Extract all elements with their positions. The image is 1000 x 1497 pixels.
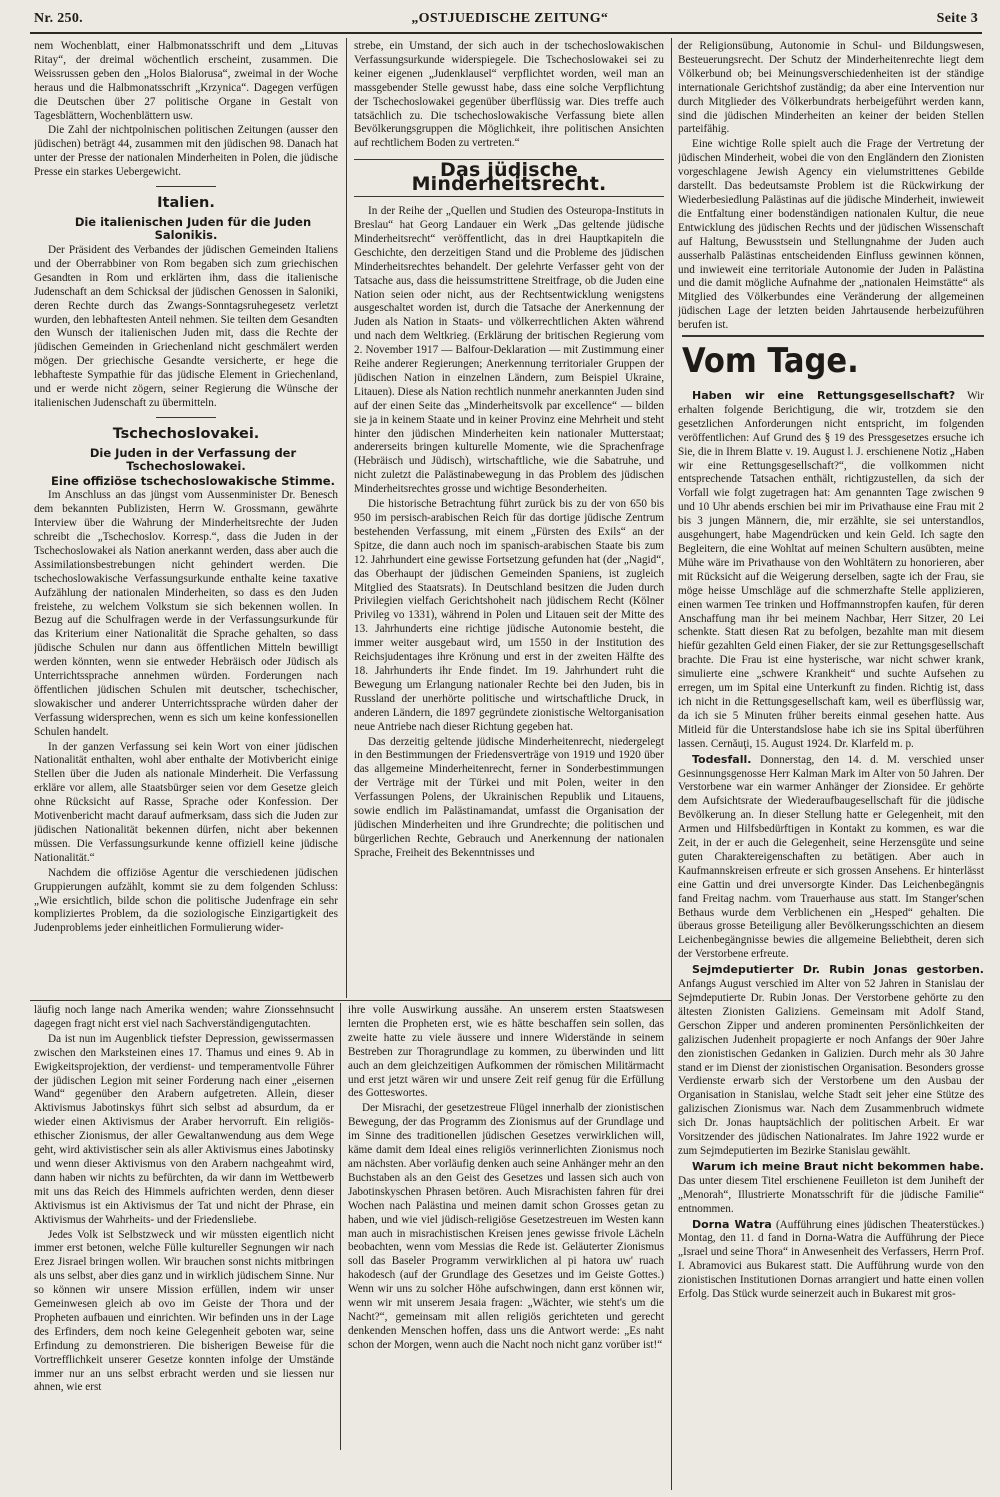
section-title-italien: Italien. <box>157 195 215 212</box>
paragraph: Eine wichtige Rolle spielt auch die Frage der Vertretung der jüdischen Minderheit, wobei die von den Engländern den Zionisten vorgeschlagene Jewish Agency ein vielumstrittenes Gebilde darstellt. Das bedeutsamste Problem ist die Rückwirkung der Wiederbesiedlung Palästinas auf die jüdische Minderheit, inwieweit die Entfaltung einer bodenständigen nationalen Kultur, die neue Entwicklung des jüdischen Rechts und der jüdischen Wissenschaft auf Haltung, Bewusstsein und Stellungnahme der Juden auch ausserhalb Palästinas entscheidenden Einfluss gewinnen können, und inwieweit eine territoriale Autonomie der Juden in Palästina und die damit mögliche Aufnahme der „nationalen Heimstätte“ als Mitglied des Völkerbundes eine Veränderung der allgemeinen jüdischen Lage der letzten beiden Jahrtausende herbeizuführen berufen ist. <box>678 138 984 332</box>
item-text: Das unter diesem Titel erschienene Feuilleton ist dem Juniheft der „Menorah“, Illustrierte Monatsschrift für die jüdische Familie“ entnommen. <box>678 1174 984 1215</box>
column-3 <box>678 40 984 1450</box>
news-item <box>678 1218 984 1302</box>
paragraph: Der Präsident des Verbandes der jüdischen Gemeinden Italiens und der Oberrabbiner von Rom begaben sich zum griechischen Gesandten in Rom und erklärten ihm, dass die italienische Judenschaft an dem Schicksal der jüdischen Genossen in Saloniki, deren Rechte durch das Zwangs-Sonntagsruhegesetz verletzt wurden, den lebhaftesten Anteil nehmen. Sie teilten dem Gesandten den Wunsch der italienischen Juden mit, dass die Rechte der jüdischen Gemeinden in Griechenland nicht geschmälert werden mögen. Der griechische Gesandte versicherte, er hege die lebhafteste Sympathie für das jüdische Element in Griechenland, und er werde nicht zögern, seiner Regierung die Wünsche der italienischen Judenschaft zu übermitteln. <box>34 243 338 409</box>
paragraph: Der Misrachi, der gesetzestreue Flügel innerhalb der zionistischen Bewegung, der das Programm des Zionismus auf der Grundlage und im Sinne des traditionellen jüdischen Gesetzes verwirklichen will, käme damit dem Ideal eines religiös verinnerlichten Zionismus noch am nächsten. Aber vorläufig denken auch seine Anhänger mehr an den Buchstaben als an den Geist des Gesetzes und lassen sich auch von Jabotinskyschen Phrasen betören. Auch Misrachisten fahren für drei Wochen nach Palästina und meinen damit schon Grosses getan zu haben, und wie viel jüdisch-religiöse Gesetzestreuen im Westen kann man auch in misrachistischen Kreisen jenes gewisse frivole Lächeln beobachten, wenn vom Messias die Rede ist. Geläuterter Zionismus soll das Baseler Programm verwirklichen al pi hatora uw' ruach hakodesch (auf der Grundlage des Gesetzes und im Geiste Gottes.) Wenn wir uns zu solcher Höhe aufschwingen, dann erst können wir, wenn wir mit unserem Jesaia fragen: „Wächter, wie steht's um die Nacht?“, gemeinsam mit allen religiös gerichteten und gerecht denkenden Menschen hoffen, dass uns die Antwort werde: „Es naht schon der Morgen, wenn auch die Nacht noch nicht ganz vorüber ist!“ <box>348 1102 664 1351</box>
paragraph: In der ganzen Verfassung sei kein Wort von einer jüdischen Nationalität enthalten, wohl aber enthalte der Motivbericht einige Stellen über die Juden als nationale Minderheit. Die Verfassung erkläre vor allem, alle Staatsbürger seien vor dem Gesetze gleich ohne Rücksicht auf Rasse, Sprache oder Konfession. Der Motivenbericht macht darauf aufmerksam, dass sich die Juden zur jüdischen Nationalität bekennen dürfen, nicht aber bekennen müssen. Die Verfassungsurkunde kenne offiziell keine jüdische Nationalität.“ <box>34 740 338 864</box>
paragraph: Nachdem die offiziöse Agentur die verschiedenen jüdischen Gruppierungen aufzählt, kommt sie zu dem folgenden Schluss: „Wie ersichtlich, bilde schon die politische Judenfrage ein sehr kompliziertes Problem, da die soziologische Einzigartigkeit des Judenproblems jeder einheitlichen Formulierung wider- <box>34 866 338 935</box>
section-title-vom-tage: Vom Tage. <box>682 335 984 381</box>
item-title: Warum ich meine Braut nicht bekommen habe. <box>692 1159 984 1173</box>
paragraph: nem Wochenblatt, einer Halbmonatsschrift und dem „Lituvas Ritay“, der dreimal wöchentlich erscheint, zusammen. Die Weissrussen geben den „Holos Bialorusa“, zweimal in der Woche heraus und die Halbmonatsschrift „Krzynica“. Dagegen verfügen die Deutschen über 27 politische Organe in Gestalt von Tagesblättern, Wochenblättern usw. <box>34 40 338 122</box>
item-title: Sejmdeputierter Dr. Rubin Jonas gestorben. <box>692 963 984 977</box>
section-title-tschechoslovakei: Tschechoslovakei. <box>112 425 260 442</box>
page-number: Nr. 250. <box>34 11 83 26</box>
paragraph: Das derzeitig geltende jüdische Minderheitenrecht, niedergelegt in den Bestimmungen der Friedensverträge von 1919 und 1920 über das allgemeine Minderheitenrecht, ferner in Sonderbestimmungen der Verträge mit der Türkei und mit Polen, weiter in den Verfassungen Polens, der Ukrainischen Republik und Litauens, sowie endlich im Palästinamandat, umfasst die Organisation der jüdischen Minderheiten und ihre Grundrechte; die politischen und bürgerlichen Rechte, Gebrauch und Anerkennung der nationalen Sprache, Freiheit des Bekenntnisses und <box>354 735 664 859</box>
item-text: Wir erhalten folgende Berichtigung, die wir, trotzdem sie den gesetzlichen Anforderungen nicht entspricht, im folgenden veröffentlichen: Auf Grund des § 19 des Pressgesetzes ersuche ich Sie, die in Ihrem Blatte v. 19. August l. J. erschienene Notiz „Haben wir eine Rettungsgesellschaft?“, die vollkommen nicht entsprechende Tatsachen enthält, richtigzustellen, da sich der Vorfall wie folgt zugetragen hat: Am genannten Tage zwischen 9 und 10 Uhr abends erschien bei mir im Privathause eine Frau mit 2 bis 3 jungen Männern, die, mir erzählte, sie sei unterstandlos, ausgehungert, habe Magendrücken und kein Geld. Ich sagte den Begleitern, die eine Wohltat auf meinen Schultern ausübten, meine Mühe wäre im Privathause von den Wohltätern zu honorieren, aber mit Rücksicht auf die Weigerung derselben, sagte ich der Frau, sie möge heisse Umschläge auf die schmerzhafte Stelle applizieren, einen warmen Tee trinken und Hoffmannstropfen kaufen, für deren Anschaffung man ihr bei meinem Nachbar, Herr Sitzer, 20 Lei schenkte. Statt diesen Rat zu befolgen, bezahlte man mit diesem hiefür gezahlten Geld einen Fiaker, der sie zur Rettungsgesellschaft brachte. Die Frau ist eine hysterische, war nicht schwer krank, simulierte eine „schwere Krankheit“ und suchte Aufsehen zu erregen, um im Spital eine Unterkunft zu finden. Richtig ist, dass ich nicht in die Rettungsgesellschaft kam, weil es überflüssig war, da ich sie 5 Minuten früher bereits einmal gesehen hatte. Aus Mitleid für die Unterstandslose habe ich sie ins Spital überführen lassen. Cernăuţi, 15. August 1924. Dr. Klarfeld m. p. <box>678 390 984 750</box>
item-text: (Aufführung eines jüdischen Theaterstückes.) Montag, den 11. d fand in Dorna-Watra die Aufführung der Piece „Israel und seine Thora“ in Anwesenheit des Verfassers, Herrn Prof. I. Abramovici aus Bukarest statt. Die Aufführung wurde von den zionistischen Institutionen Dornas arrangiert und hatte einen vollen Erfolg. Das Stück wurde seinerzeit auch in Bukarest mit gros- <box>678 1218 984 1301</box>
paragraph: Da ist nun im Augenblick tiefster Depression, gewissermassen zwischen den Marksteinen eines 17. Thamus und eines 9. Ab in Ewigkeitsprojektion, der verdienst- und temperamentvolle Führer der jüdischen Legion mit seiner Forderung nach einer „eisernen Wand“ gegenüber den Arabern aufgetreten. Allein, dieser Aktivismus Jabotinskys führt sich selbst ad absurdum, da er wieder einen Aktivismus der Araber hervorruft. Ein religiös-ethischer Zionismus, der aller Gewaltanwendung aus dem Wege geht, wird aktivistischer sein als aller Aktivismus eines Jabotinsky und wenn dieser Aktivismus von den Arabern nachgeahmt wird, dann haben wir nichts zu befürchten, da wir dann im Wettbewerb mit uns das Reich des Himmels aufrichten werden, denn dieser Aktivismus ist ein Aktivismus der Tat und nicht der Phrase, ein Aktivismus der Wahrheits- und der Friedensliebe. <box>34 1032 334 1226</box>
column-divider-2 <box>671 38 672 1490</box>
running-head <box>34 8 978 30</box>
subheading: Die italienischen Juden für die Juden Salonikis. <box>74 214 312 243</box>
paragraph: ihre volle Auswirkung aussähe. An unserem ersten Staatswesen lernten die Propheten erst, wie es hätte beschaffen sein sollen, das zweite hatte zu viele äussere und innere Widerstände in seinem Bestreben zur Thoragrundlage zu kommen, zu überwinden und litt auch an dem gleichzeitigen Aufkommen der römischen Militärmacht und erst jetzt wären wir und unsere Zeit reif genug für die Erfüllung des Gotteswortes. <box>348 1004 664 1100</box>
item-text: Donnerstag, den 14. d. M. verschied unser Gesinnungsgenosse Herr Kalman Mark im Alter von 50 Jahren. Der Verstorbene war ein warmer Anhänger der Zionsidee. Er gehörte dem Aufsichtsrate der Wiederaufbaugesellschaft für die jüdische Bevölkerung an. In dieser Stellung hatte er Gelegenheit, mit den Armen und Hilfsbedürftigen in Kontakt zu kommen, es war die Zeit, in der er auch die Gelegenheit, seine Herzensgüte und seine guten Charaktereigenschaften zu betätigen. Aber auch in Kaufmannskreisen erfreute er sich grossen Ansehens. Er hinterlässt eine Gattin und drei unversorgte Kinder. Das Leichenbegängnis fand Freitag nachm. vom Trauerhause aus statt. Im Stanger'schen Bethaus wurde dem Verblichenen ein „Hesped“ gehalten. Die überaus grosse Beteiligung aller Bevölkerungsschichten an diesem Leichenbegängnisse bewies die allgemeine Beliebtheit, deren sich der Verstorbene erfreute. <box>678 753 984 961</box>
section-rule <box>156 186 216 187</box>
article-title-minderheitsrecht: Das jüdische Minderheitsrecht. <box>354 159 664 197</box>
paragraph: läufig noch lange nach Amerika wenden; wahre Zionssehnsucht dagegen fragt nicht erst viel nach Sachverständigengutachten. <box>34 1004 334 1030</box>
lower-column-1 <box>34 1004 334 1450</box>
section-rule <box>156 417 216 418</box>
item-title: Todesfall. <box>692 752 752 766</box>
news-item <box>678 963 984 1159</box>
column-2 <box>354 40 664 998</box>
news-item <box>678 753 984 963</box>
news-item <box>678 389 984 752</box>
paragraph: Im Anschluss an das jüngst vom Aussenminister Dr. Benesch dem bekannten Publizisten, Herrn W. Grossmann, gewährte Interview über die Wahrung der Minderheitsrechte der Juden schreibt die „Tschechoslov. Korresp.“, dass die Juden in der Tschechoslowakei als Nation anerkannt werden, dass aber auch die Assimilationsbestrebungen nicht gehindert werden. Die tschechoslowakische Verfassungsurkunde enthalte keine taxative Aufzählung der nationalen Minderheiten, so dass es den Juden freistehe, zu welchem Volkstum sie sich bekennen wollen. In Bezug auf die Schulfragen werde in der Verfassungsurkunde für das Kriterium einer Nationalität die Sprache gehalten, so dass jüdische Schulen nur dann aus öffentlichen Mitteln bewilligt werden könnten, wenn sie entweder Hebräisch oder Jüdisch als Unterrichtssprache annehmen würden. Forderungen nach öffentlichen jüdischen Schulen mit deutscher, tschechischer, slowakischer und anderer Unterrichtssprache würden daher der Verfassung widersprechen, wenn es sich um keine konfessionellen Schulen handelt. <box>34 489 338 738</box>
paragraph: Jedes Volk ist Selbstzweck und wir müssten eigentlich nicht immer erst betonen, welche Fülle kultureller Segnungen wir nach Erez Jisrael bringen wollen. Wir brauchen sonst nichts mitbringen als uns selbst, aber dies ganz und in wirklich jüdischem Sinne. Nur so können wir unsere Mission erfüllen, indem wir unser Gemeinwesen gleich ab ovo im Geiste der Thora und der Propheten aufbauen und einrichten. Wir befinden uns in der Lage des Erfinders, dem noch keine Gelegenheit geboten war, seine Erfindung zu demonstrieren. Die bisherigen Beweise für die Vortrefflichkeit unserer Gesetze konnten infolge der Umstände immer nur an uns selbst erbracht werden und sie liessen nur ahnen, wie erst <box>34 1228 334 1394</box>
news-item <box>678 1160 984 1217</box>
paragraph: der Religionsübung, Autonomie in Schul- und Bildungswesen, Besteuerungsrecht. Der Schutz der Minderheitenrechte liegt dem Völkerbund ob; bei Meinungsverschiedenheiten ist der ständige internationale Gerichtshof zuständig; da aber eine Intervention nur durch Mitglieder des Völkerbundrats herbeigeführt werden kann, sind die jüdischen Minderheiten an keiner der beiden Stellen parteifähig. <box>678 40 984 136</box>
subheading: Die Juden in der Verfassung der Tschechoslowakei. <box>89 445 297 474</box>
lower-column-2 <box>348 1004 664 1450</box>
column-divider-1 <box>346 38 347 998</box>
column-1 <box>34 40 338 998</box>
page-label: Seite 3 <box>936 11 978 26</box>
newspaper-title: „OSTJUEDISCHE ZEITUNG“ <box>411 11 609 26</box>
paragraph: Die historische Betrachtung führt zurück bis zu der von 650 bis 950 im persisch-arabischen Reich für das dortige jüdische Zentrum bestehenden Verfassung, mit einem „Fürsten des Exils“ an der Spitze, die dann auch noch im spanisch-arabischen Staate bis zum 12. Jahrhundert eine gewisse Fortsetzung gefunden hat (der „Nagid“, das Oberhaupt der jüdischen Gemeinden Spaniens, ist zugleich Mitglied des Staatsrats). In Deutschland besitzen die Juden durch Privilegien vielfach Gerichtshoheit nach jüdischem Recht (Kölner Privileg vo 1331), während in Polen und Litauen seit der Mitte des 13. Jahrhunderts eine richtige jüdische Autonomie besteht, die immer weiter ausgebaut wird, um 1550 in der Institution des Reichsjudentages ihre Krönung und erst in der zweiten Hälfte des 18. Jahrhunderts ihr Ende findet. Im 19. Jahrhundert ruht die Bewegung um Erlangung nationaler Rechte bei den Juden, bis in Russland der unerhörte politische und wirtschaftliche Druck, in anderen Ländern, die 1897 gegründete zionistische Weltorganisation neue Antriebe nach dieser Richtung gegeben hat. <box>354 498 664 733</box>
item-text: Anfangs August verschied im Alter von 52 Jahren in Stanislau der Sejmdeputierte Dr. Rubin Jonas. Der Verstorbene gehörte zu den ältesten Zionisten Galiziens. Gemeinsam mit Adolf Stand, Gerschon Zipper und anderen prominenten Persönlichkeiten der galizischen Judenheit propagierte er noch Anfangs der 90er Jahre den zionistischen Gedanken in Galizien. Durch mehr als 30 Jahre stand er im Dienst der zionistischen Organisation. Besonders grosse Verdienste erwarb sich der Verstorbene um den Ausbau der Organisation in Stanislau, welche Stadt seit jeher eine Stütze des galizischen Zionismus war. Nach dem Zusammenbruch widmete sich Dr. Jonas hauptsächlich der politischen Arbeit. Er war Vorsitzender des jüdischen Nationalrates. Im Jahre 1922 wurde er zum Sejmdeputierten im Bezirke Stanislau gewählt. <box>678 978 984 1157</box>
paragraph: Die Zahl der nichtpolnischen politischen Zeitungen (ausser den jüdischen) beträgt 44, zusammen mit den jüdischen 98. Danach hat unter der Presse der nationalen Minderheiten in Polen, die jüdische Presse ein starkes Uebergewicht. <box>34 124 338 179</box>
column-divider-lower <box>340 1003 341 1450</box>
subheading: Eine offiziöse tschechoslowakische Stimme. <box>51 473 335 488</box>
header-rule <box>30 32 982 34</box>
paragraph: In der Reihe der „Quellen und Studien des Osteuropa-Instituts in Breslau“ hat Georg Landauer ein Werk „Das geltende jüdische Minderheitsrecht“ veröffentlicht, das in drei Hauptkapiteln die Geschichte, den derzeitigen Stand und die Probleme des jüdischen Minderheitsrechtes behandelt. Der gelehrte Verfasser geht von der Tatsache aus, dass die heissumstrittene Streitfrage, ob die Juden eine Nation seien oder nicht, aus der Rechtsentwicklung wenigstens ausgeschaltet worden ist, durch die Tatsache der Anerkennung der Juden als Nation in Staats- und völkerrechtlichen Akten während und nach dem Weltkrieg. (Erklärung der britischen Regierung vom 2. November 1917 — Balfour-Deklaration — mit Zustimmung einer Reihe anderer Regierungen; Anerkennung territorialer Gruppen der jüdischen Nation in einzelnen Ländern, zum Beispiel Ukraine, Litauen). Diese als Nation rechtlich nunmehr anerkannten Juden sind auf der einen Seite das „Minderheitsvolk par excellence“ — bilden sie ja in keinem Staate und in keiner Provinz eine Mehrheit und steht hinter den jüdischen Minderheiten kein nationaler Mutterstaat; andererseits bringen kulturelle Momente, wie die Sprachenfrage (Hebräisch und Jüdisch), wirtschaftliche, wie die Sabatruhe, und nicht zuletzt die Palästinabewegung in das Problem des jüdischen Minderheitsrechtes grosse und wichtige Besonderheiten. <box>354 205 664 496</box>
item-title: Dorna Watra <box>692 1217 772 1231</box>
item-title: Haben wir eine Rettungsgesellschaft? <box>692 389 956 403</box>
lower-section-rule <box>30 1000 671 1001</box>
paragraph: strebe, ein Umstand, der sich auch in der tschechoslowakischen Verfassungsurkunde widerspiegele. Die Tschechoslowakei sei zu keiner eigenen „Judenklausel“ verpflichtet worden, weil man an massgebender Stelle gewusst habe, dass eine solche Verpflichtung der Tschechoslowakei gegenüber überflüssig war. Dies treffe auch tatsächlich zu. Die tschechoslowakische Verfassung biete allen Bevölkerungsgruppen die Möglichkeit, ihre politischen Ansichten auf rechtlichem Boden zu vertreten.“ <box>354 40 664 150</box>
